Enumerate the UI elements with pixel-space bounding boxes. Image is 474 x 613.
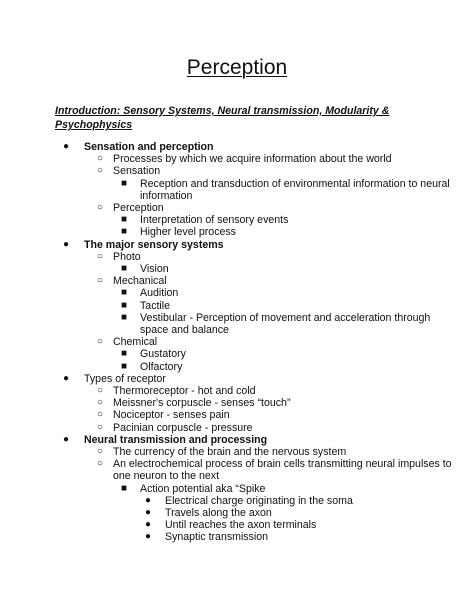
list-item-text: Meissner's corpuscle - senses “touch”: [113, 397, 291, 410]
bullet-icon: ○: [97, 385, 104, 396]
list-item-text: Synaptic transmission: [165, 531, 269, 544]
bullet-icon: ○: [97, 409, 104, 421]
list-item-text: Vision: [140, 263, 169, 275]
list-item-text: Thermoreceptor - hot and cold: [113, 385, 256, 397]
bullet-icon: ●: [145, 531, 152, 543]
bullet-icon: ●: [63, 238, 70, 250]
bullet-icon: ■: [121, 226, 128, 238]
bullet-icon: ○: [97, 275, 104, 287]
list-item-text: Reception and transduction of environmental information to neural: [140, 177, 450, 190]
list-item-text: Travels along the axon: [165, 507, 272, 519]
bullet-icon: ○: [97, 421, 104, 433]
list-item-text: one neuron to the next: [113, 470, 220, 483]
bullet-icon: ○: [97, 250, 104, 262]
list-item-text: Chemical: [113, 336, 158, 349]
intro-heading: Introduction: Sensory Systems, Neural transmission, Modularity & Psychophysics: [55, 105, 390, 131]
bullet-icon: ○: [97, 458, 104, 470]
list-item-text: Audition: [140, 287, 179, 300]
list-item-text: Olfactory: [140, 360, 183, 373]
list-item-text: Neural transmission and processing: [84, 433, 268, 446]
bullet-icon: ■: [121, 482, 128, 494]
bullet-icon: ■: [121, 263, 128, 274]
list-item-text: Sensation and perception: [84, 141, 214, 153]
bullet-icon: ■: [121, 214, 128, 226]
list-item-text: Tactile: [140, 299, 171, 312]
bullet-icon: ○: [97, 202, 104, 213]
list-item-text: Pacinian corpuscle - pressure: [113, 421, 253, 434]
list-item-text: information: [140, 189, 193, 202]
list-item-text: Photo: [113, 250, 141, 263]
bullet-icon: ■: [121, 287, 128, 299]
list-item-text: space and balance: [140, 324, 229, 336]
bullet-icon: ●: [63, 433, 70, 445]
list-item-text: Mechanical: [113, 275, 167, 288]
list-item-text: Higher level process: [140, 226, 236, 239]
list-item-text: Interpretation of sensory events: [140, 214, 289, 227]
list-item-text: The currency of the brain and the nervous system: [113, 446, 347, 458]
list-item-text: Electrical charge originating in the soma: [165, 494, 353, 507]
bullet-icon: ●: [145, 507, 152, 518]
list-item-text: An electrochemical process of brain cells transmitting neural impulses to: [113, 458, 452, 471]
bullet-icon: ○: [97, 153, 104, 165]
list-item-text: Perception: [113, 202, 164, 214]
list-item-text: Nociceptor - senses pain: [113, 409, 230, 422]
bullet-icon: ■: [121, 360, 128, 372]
list-item-text: Action potential aka “Spike: [140, 482, 266, 495]
bullet-icon: ●: [63, 141, 70, 152]
list-item-text: Sensation: [113, 165, 161, 178]
bullet-icon: ●: [145, 519, 152, 531]
list-item-text: The major sensory systems: [84, 238, 224, 251]
list-item-text: Vestibular - Perception of movement and acceleration through: [140, 311, 431, 324]
bullet-icon: ■: [121, 348, 128, 360]
bullet-icon: ●: [63, 372, 70, 384]
bullet-icon: ○: [97, 165, 104, 177]
page-title: Perception: [186, 56, 288, 79]
bullet-icon: ■: [121, 177, 128, 189]
list-item-text: Gustatory: [140, 348, 186, 361]
bullet-icon: ○: [97, 446, 104, 457]
bullet-icon: ■: [121, 311, 128, 323]
list-item-text: Processes by which we acquire information about the world: [113, 153, 392, 166]
bullet-icon: ●: [145, 494, 152, 506]
bullet-icon: ○: [97, 336, 104, 348]
bullet-icon: ■: [121, 299, 128, 311]
list-item-text: Until reaches the axon terminals: [165, 519, 317, 532]
list-item-text: Types of receptor: [84, 372, 166, 385]
bullet-icon: ○: [97, 397, 104, 409]
